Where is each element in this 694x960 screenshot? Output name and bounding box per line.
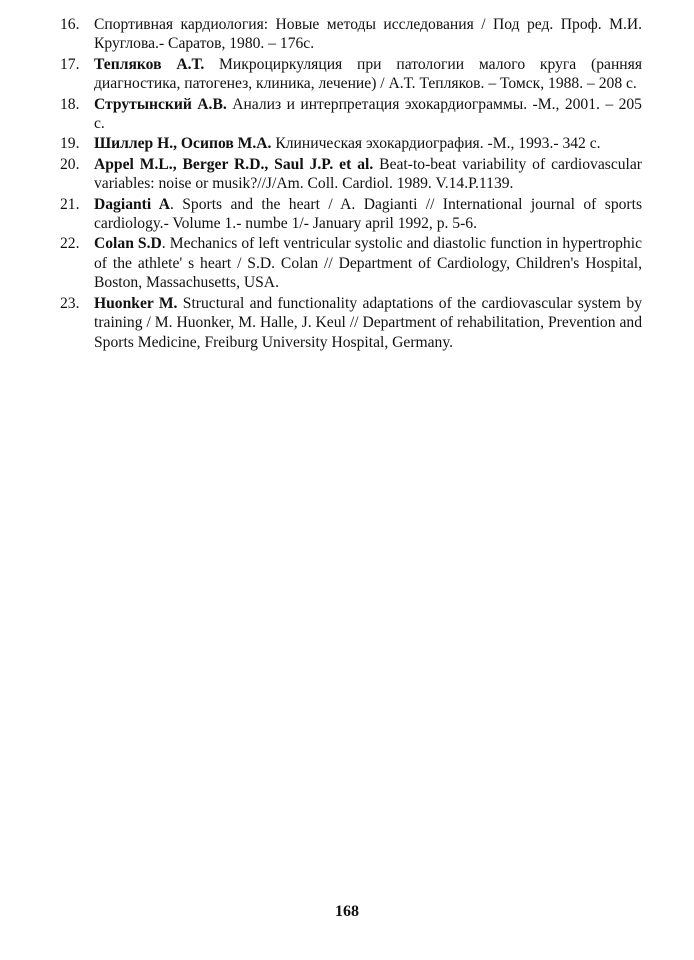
reference-number: 21.	[60, 195, 80, 213]
reference-body	[94, 294, 642, 352]
reference-number: 18.	[60, 95, 80, 113]
reference-item	[60, 234, 642, 292]
reference-item	[60, 155, 642, 194]
reference-body	[94, 155, 642, 194]
reference-text: Structural and functionality adaptations of the cardiovascular system by training / M. Huonker, M. Halle, J. Keul // Department of rehabilitation, Prevention and Sports Medicine, Freiburg University Hospital, Germany.	[94, 294, 642, 351]
reference-text: Beat-to-beat variability of cardiovascular variables: noise or musik?//J/Am. Coll. Cardiol. 1989. V.14.P.1139.	[94, 155, 642, 193]
reference-author: Huonker M.	[94, 294, 178, 312]
reference-author: Dagianti A	[94, 195, 170, 213]
reference-item	[60, 15, 642, 54]
reference-number: 17.	[60, 55, 80, 73]
reference-text: Спортивная кардиология: Новые методы исследования / Под ред. Проф. М.И. Круглова.- Саратов, 1980. – 176с.	[94, 16, 642, 53]
reference-item	[60, 195, 642, 234]
reference-text: Микроциркуляция при патологии малого круга (ранняя диагностика, патогенез, клиника, лечение) / А.Т. Тепляков. – Томск, 1988. – 208 с.	[94, 55, 642, 93]
reference-body	[94, 134, 642, 153]
reference-list	[60, 15, 642, 353]
reference-number: 16.	[60, 16, 80, 33]
reference-author: Струтынский А.В.	[94, 95, 227, 113]
reference-text: Клиническая эхокардиография. -М., 1993.- 342 с.	[271, 135, 601, 153]
reference-number: 22.	[60, 235, 80, 253]
page-number: 168	[335, 903, 359, 920]
reference-text: Анализ и интерпретация эхокардиограммы. -М., 2001. – 205 с.	[94, 95, 642, 133]
reference-number: 20.	[60, 155, 80, 173]
reference-body	[94, 234, 642, 292]
reference-body	[94, 55, 642, 94]
reference-author: Colan S.D	[94, 235, 162, 253]
reference-item	[60, 55, 642, 94]
reference-body	[94, 95, 642, 134]
reference-author: Шиллер Н., Осипов М.А.	[94, 135, 272, 153]
reference-number: 19.	[60, 135, 80, 153]
reference-item	[60, 294, 642, 352]
reference-author: Тепляков А.Т.	[94, 55, 205, 73]
reference-item	[60, 95, 642, 134]
reference-author: Appel M.L., Berger R.D., Saul J.P. et al.	[94, 155, 374, 173]
reference-number: 23.	[60, 294, 80, 312]
reference-text: . Sports and the heart / A. Dagianti // International journal of sports cardiology.- Volume 1.- numbe 1/- January april 1992, p. 5-6.	[94, 195, 643, 233]
reference-body	[94, 15, 642, 54]
reference-body	[94, 195, 642, 234]
reference-text: . Mechanics of left ventricular systolic and diastolic function in hypertrophic of the athlete' s heart / S.D. Colan // Department of Cardiology, Children's Hospital, Boston, Massachusetts, USA.	[94, 235, 642, 292]
reference-item	[60, 134, 642, 153]
